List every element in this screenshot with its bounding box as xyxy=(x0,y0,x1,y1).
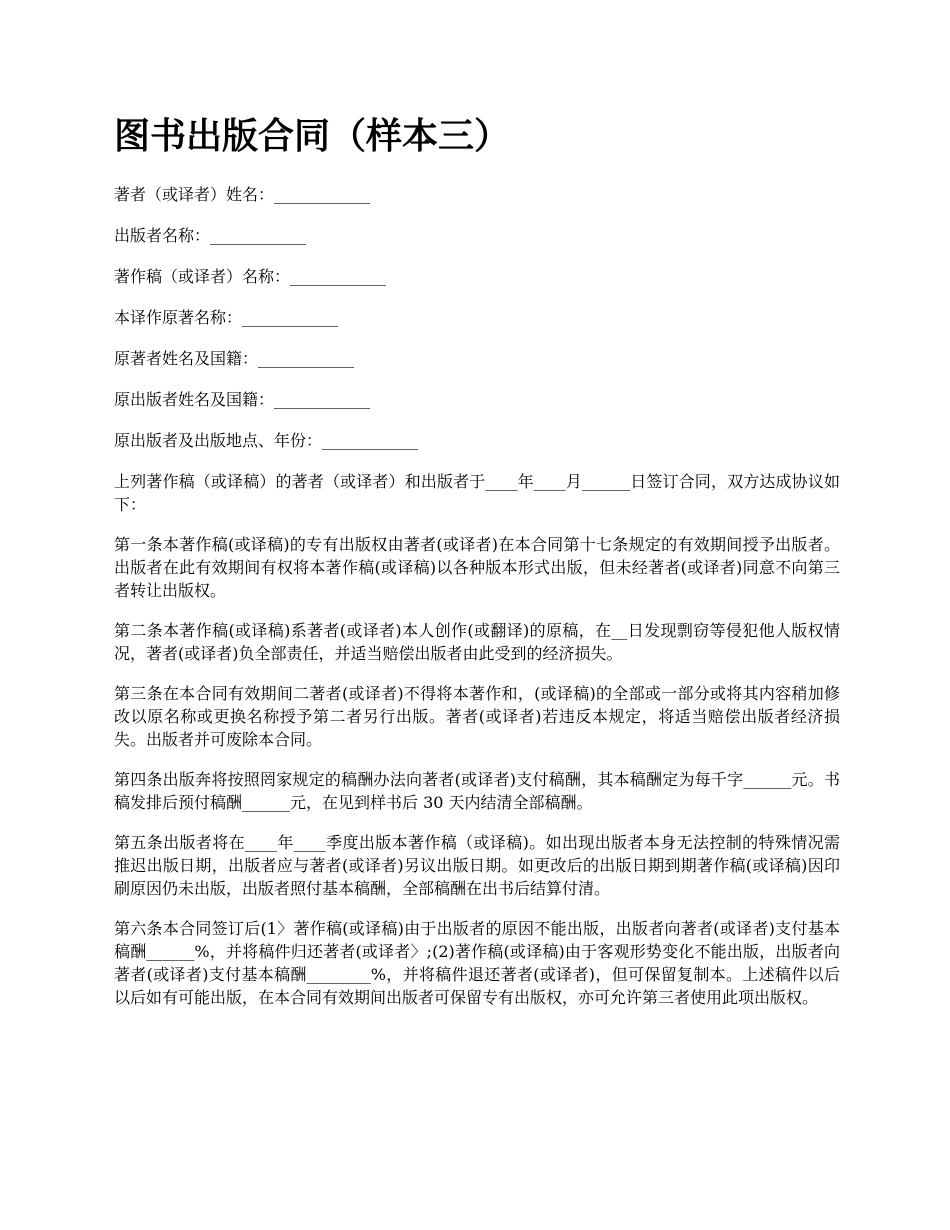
field-original-work-name: 本译作原著名称：____________ xyxy=(114,308,339,327)
document-body xyxy=(114,112,840,1026)
article-5: 第五条出版者将在____年____季度出版本著作稿（或译稿)。如出现出版者本身无法控制的特殊情况需推迟出版日期，出版者应与著者(或译者)另议出版日期。如更改后的出版日期到期著作稿(或译稿)因印刷原因仍未出版，出版者照付基本稿酬，全部稿酬在出书后结算付清。 xyxy=(114,833,840,898)
field-publisher-name: 出版者名称：____________ xyxy=(114,226,307,245)
field-original-publication-place-year: 原出版者及出版地点、年份：____________ xyxy=(114,431,419,450)
article-1: 第一条本著作稿(或译稿)的专有出版权由著者(或译者)在本合同第十七条规定的有效期间授予出版者。出版者在此有效期间有权将本著作稿(或译稿)以各种版本形式出版，但未经著者(或译者)同意不向第三者转让出版权。 xyxy=(114,535,840,600)
article-3: 第三条在本合同有效期间二著者(或译者)不得将本著作和，(或译稿)的全部或一部分或将其内容稍加修改以原名称或更换名称授予第二者另行出版。著者(或译者)若违反本规定，将适当赔偿出版者经济损失。出版者并可废除本合同。 xyxy=(114,684,840,749)
document-title: 图书出版合同（样本三） xyxy=(114,116,511,157)
field-author-name: 著者（或译者）姓名：____________ xyxy=(114,185,371,204)
field-original-publisher-nationality: 原出版者姓名及国籍：____________ xyxy=(114,390,371,409)
article-2: 第二条本著作稿(或译稿)系著者(或译者)本人创作(或翻译)的原稿，在__日发现剽窃等侵犯他人版权情况，著者(或译者)负全部责任，并适当赔偿出版者由此受到的经济损失。 xyxy=(114,621,840,663)
contract-preamble: 上列著作稿（或译稿）的著者（或译者）和出版者于____年____月______日签订合同，双方达成协议如下： xyxy=(114,472,840,514)
field-original-author-nationality: 原著者姓名及国籍：____________ xyxy=(114,349,355,368)
field-manuscript-name: 著作稿（或译者）名称：____________ xyxy=(114,267,387,286)
article-4: 第四条出版奔将按照罔家规定的稿酬办法向著者(或译者)支付稿酬，其本稿酬定为每千字______元。书稿发排后预付稿酬______元，在见到样书后 30 天内结清全部稿酬。 xyxy=(114,770,840,812)
article-6: 第六条本合同签订后(1〉著作稿(或译稿)由于出版者的原因不能出版，出版者向著者(或译者)支付基本稿酬______%，并将稿件归还著者(或译者〉;(2)著作稿(或译稿)由于客观形势变化不能出版，出版者向著者(或译者)支付基本稿酬________%，并将稿件退还著者(或译者)，但可保留复制本。上述稿件以后以后如有可能出版，在本合同有效期间出版者可保留专有出版权，亦可允许第三者使用此项出版权。 xyxy=(114,919,840,1007)
